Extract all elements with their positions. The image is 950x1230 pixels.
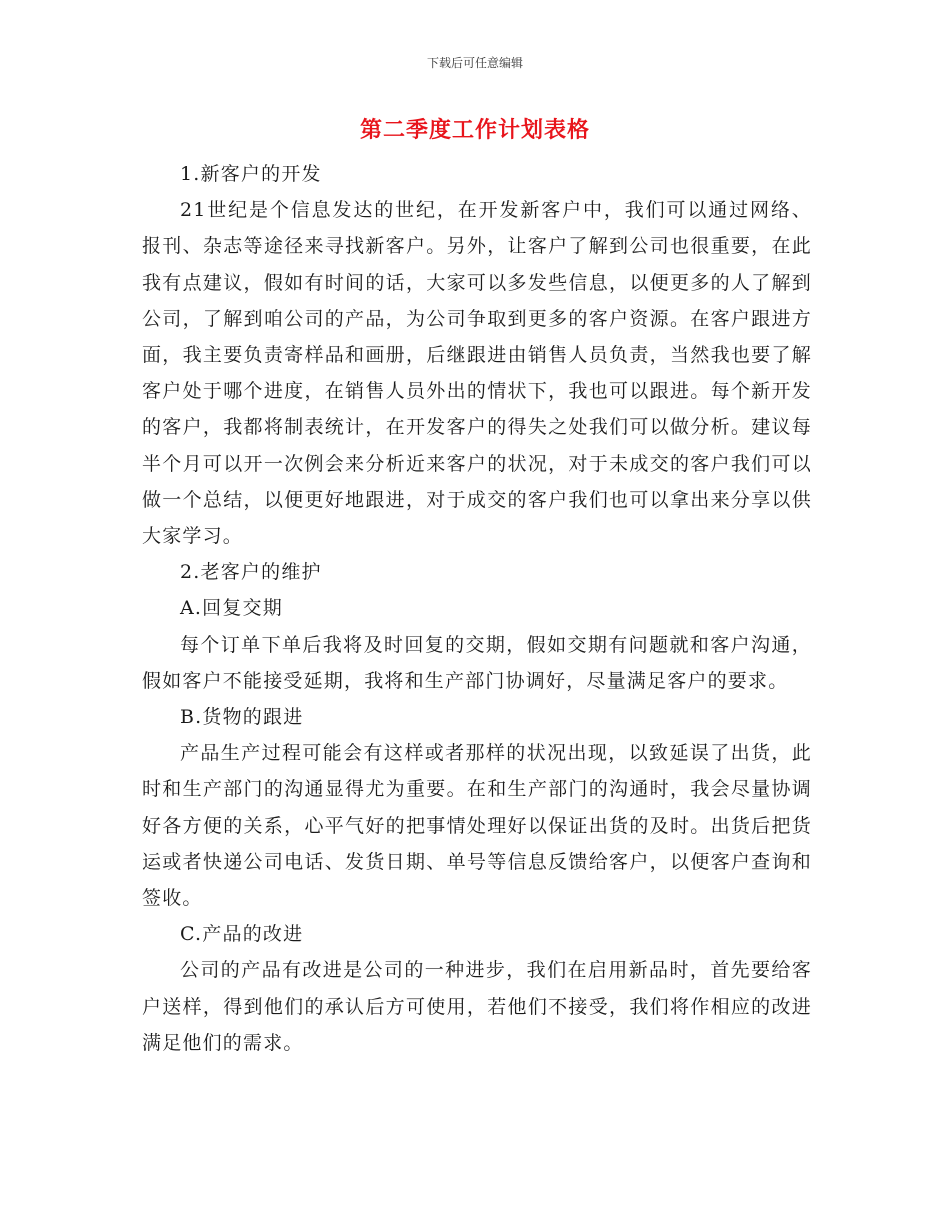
paragraph-new-clients: 21世纪是个信息发达的世纪，在开发新客户中，我们可以通过网络、报刊、杂志等途径来寻找新客户。另外，让客户了解到公司也很重要，在此我有点建议，假如有时间的话，大家可以多发些信息，以便更多的人了解到公司，了解到咱公司的产品，为公司争取到更多的客户资源。在客户跟进方面，我主要负责寄样品和画册，后继跟进由销售人员负责，当然我也要了解客户处于哪个进度，在销售人员外出的情状下，我也可以跟进。每个新开发的客户，我都将制表统计，在开发客户的得失之处我们可以做分析。建议每半个月可以开一次例会来分析近来客户的状况，对于未成交的客户我们可以做一个总结，以便更好地跟进，对于成交的客户我们也可以拿出来分享以供大家学习。 <box>142 199 812 548</box>
section-heading-new-clients: 1.新客户的开发 <box>180 163 322 185</box>
document-body <box>142 156 812 1061</box>
paragraph-product-improvement: 公司的产品有改进是公司的一种进步，我们在启用新品时，首先要给客户送样，得到他们的承认后方可使用，若他们不接受，我们将作相应的改进满足他们的需求。 <box>142 959 812 1054</box>
subheading-product-improvement: C.产品的改进 <box>180 923 304 946</box>
subheading-delivery-reply: A.回复交期 <box>180 597 283 620</box>
paragraph-goods-followup: 产品生产过程可能会有这样或者那样的状况出现，以致延误了出货，此时和生产部门的沟通显得尤为重要。在和生产部门的沟通时，我会尽量协调好各方便的关系，心平气好的把事情处理好以保证出货的及时。出货后把货运或者快递公司电话、发货日期、单号等信息反馈给客户，以便客户查询和签收。 <box>142 742 812 910</box>
header-note: 下载后可任意编辑 <box>426 56 523 70</box>
paragraph-delivery-reply: 每个订单下单后我将及时回复的交期，假如交期有问题就和客户沟通，假如客户不能接受延期，我将和生产部门协调好，尽量满足客户的要求。 <box>142 633 812 692</box>
document-title: 第二季度工作计划表格 <box>359 117 590 143</box>
subheading-goods-followup: B.货物的跟进 <box>180 706 304 729</box>
section-heading-existing-clients: 2.老客户的维护 <box>180 561 322 584</box>
